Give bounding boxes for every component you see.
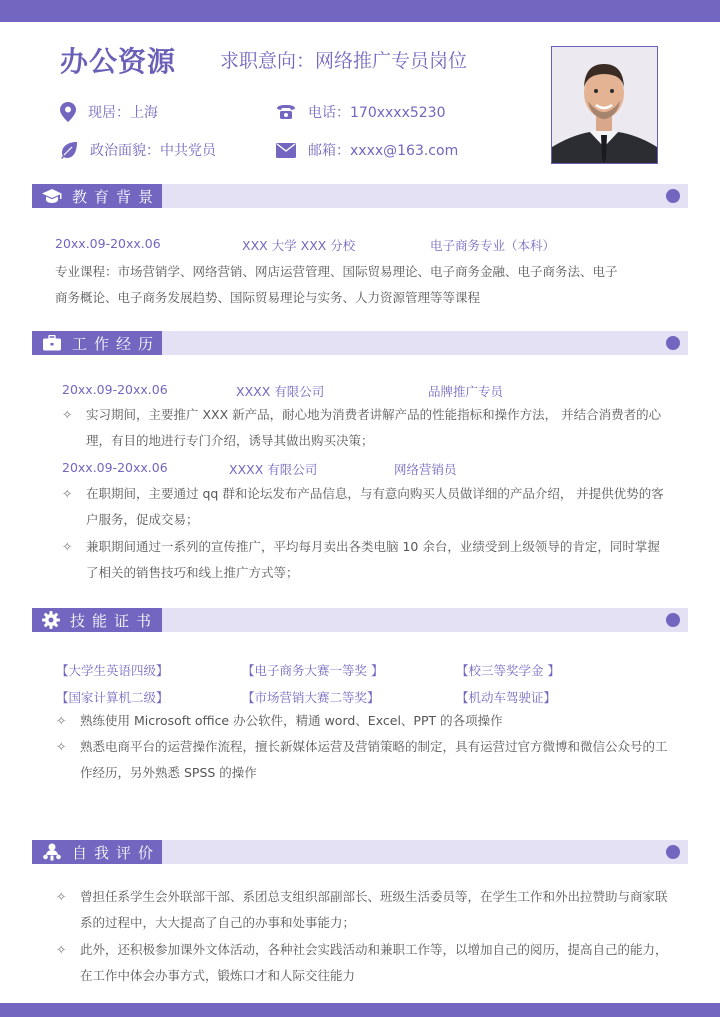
residence-info	[60, 102, 158, 122]
diamond-bullet-icon: ✧	[56, 942, 67, 957]
candidate-name: 办公资源	[60, 45, 177, 78]
politics-text: 政治面貌：中共党员	[90, 143, 216, 159]
gear-icon	[42, 611, 60, 629]
top-accent-bar	[0, 0, 720, 22]
evaluation-bullet-text: 此外，还积极参加课外文体活动，各种社会实践活动和兼职工作等，以增加自己的阅历，提高自己的能力，在工作中体会办事方式，锻炼口才和人际交往能力	[80, 942, 668, 983]
diamond-bullet-icon: ✧	[56, 713, 67, 728]
section-skills-header	[32, 608, 688, 632]
section-education-header	[32, 184, 688, 208]
job-intent: 求职意向：网络推广专员岗位	[220, 50, 468, 72]
evaluation-bullet	[56, 884, 676, 936]
job-bullet-text: 兼职期间通过一系列的宣传推广，平均每月卖出各类电脑 10 余台，业绩受到上级领导的肯定，同时掌握了相关的销售技巧和线上推广方式等；	[86, 539, 660, 580]
email-info	[276, 140, 458, 160]
diamond-bullet-icon: ✧	[62, 539, 73, 554]
profile-photo	[551, 46, 658, 164]
job-date: 20xx.09-20xx.06	[62, 382, 168, 397]
cert-tag: 【校三等奖学金 】	[456, 663, 560, 678]
skill-bullet-text: 熟练使用 Microsoft office 办公软件，精通 word、Excel、PPT 的各项操作	[80, 713, 503, 728]
people-icon	[42, 843, 62, 861]
job-company: XXXX 有限公司	[236, 384, 325, 399]
politics-info	[60, 140, 216, 160]
diamond-bullet-icon: ✧	[62, 486, 73, 501]
section-evaluation-title: 自我评价	[72, 843, 161, 862]
briefcase-icon	[42, 335, 62, 351]
job-company: XXXX 有限公司	[229, 462, 318, 477]
phone-info	[276, 102, 446, 122]
skill-bullet	[56, 734, 676, 786]
section-skills-title: 技能证书	[70, 611, 159, 630]
email-link[interactable]: 邮箱：xxxx@163.com	[308, 143, 459, 159]
mail-icon	[276, 143, 296, 158]
job-bullet	[62, 481, 672, 533]
phone-icon	[276, 104, 296, 120]
job-bullet-text: 实习期间，主要推广 XXX 新产品，耐心地为消费者讲解产品的性能指标和操作方法， 并结合消费者的心理，有目的地进行专门介绍，诱导其做出购买决策；	[86, 407, 662, 448]
education-courses-line2: 商务概论、电子商务发展趋势、国际贸易理论与实务、人力资源管理等等课程	[55, 290, 481, 305]
bottom-accent-bar	[0, 1003, 720, 1017]
section-work-header	[32, 331, 688, 355]
job-date: 20xx.09-20xx.06	[62, 460, 168, 475]
section-dot	[666, 189, 680, 203]
section-dot	[666, 336, 680, 350]
education-courses-line1: 专业课程：市场营销学、网络营销、网店运营管理、国际贸易理论、电子商务金融、电子商务法、电子	[55, 264, 618, 279]
section-education-title: 教育背景	[72, 187, 161, 206]
cert-tag: 【国家计算机二级】	[56, 690, 169, 705]
section-dot	[666, 845, 680, 859]
cert-tag: 【市场营销大赛二等奖】	[242, 690, 380, 705]
phone-text: 电话：170xxxx5230	[308, 105, 446, 121]
graduation-cap-icon	[42, 188, 62, 204]
section-dot	[666, 613, 680, 627]
cert-tag: 【大学生英语四级】	[56, 663, 169, 678]
cert-tag: 【电子商务大赛一等奖 】	[242, 663, 384, 678]
location-icon	[60, 102, 76, 122]
education-major: 电子商务专业（本科）	[430, 238, 556, 253]
evaluation-bullet	[56, 937, 676, 989]
residence-text: 现居：上海	[88, 105, 158, 121]
cert-tag: 【机动车驾驶证】	[456, 690, 557, 705]
diamond-bullet-icon: ✧	[56, 889, 67, 904]
job-bullet	[62, 402, 672, 454]
job-role: 网络营销员	[394, 462, 457, 477]
diamond-bullet-icon: ✧	[56, 739, 67, 754]
job-bullet-text: 在职期间，主要通过 qq 群和论坛发布产品信息，与有意向购买人员做详细的产品介绍， 并提供优势的客户服务，促成交易；	[86, 486, 664, 527]
education-school: XXX 大学 XXX 分校	[242, 238, 356, 253]
skill-bullet-text: 熟悉电商平台的运营操作流程，擅长新媒体运营及营销策略的制定，具有运营过官方微博和微信公众号的工作经历，另外熟悉 SPSS 的操作	[80, 739, 668, 780]
section-work-title: 工作经历	[72, 334, 161, 353]
leaf-icon	[60, 141, 78, 159]
skill-bullet	[56, 708, 676, 734]
job-bullet	[62, 534, 672, 586]
evaluation-bullet-text: 曾担任系学生会外联部干部、系团总支组织部副部长、班级生活委员等，在学生工作和外出拉赞助与商家联系的过程中，大大提高了自己的办事和处事能力；	[80, 889, 668, 930]
diamond-bullet-icon: ✧	[62, 407, 73, 422]
job-role: 品牌推广专员	[428, 384, 504, 399]
education-date: 20xx.09-20xx.06	[55, 236, 161, 251]
section-evaluation-header	[32, 840, 688, 864]
